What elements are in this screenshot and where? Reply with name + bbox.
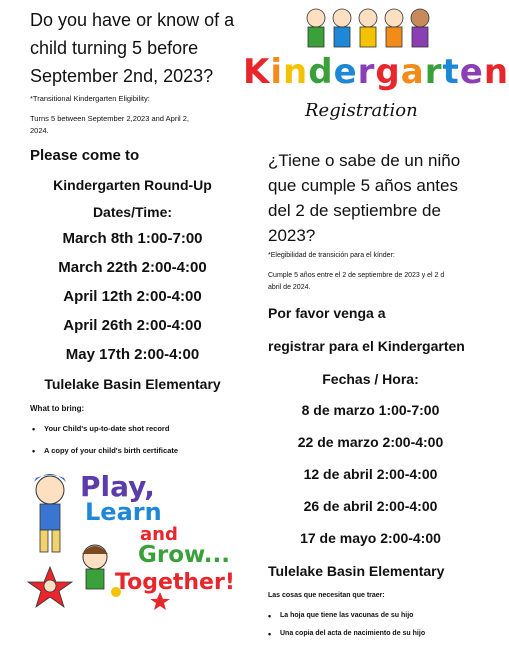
bring-list <box>32 423 252 467</box>
logo-letter: K <box>243 52 271 92</box>
spanish-register: registrar para el Kindergarten <box>268 338 465 354</box>
eligibility-note: *Transitional Kindergarten Eligibility: <box>30 94 150 103</box>
date-item: 8 de marzo 1:00-7:00 <box>301 402 440 418</box>
play-word: Play, <box>80 470 155 503</box>
logo-letter: a <box>400 52 425 92</box>
question-line: que cumple 5 años antes <box>268 176 458 195</box>
dates-time-label: Dates/Time: <box>92 204 173 220</box>
learn-word: Learn <box>85 498 162 526</box>
question-line: September 2nd, 2023? <box>30 66 214 86</box>
spanish-please-come: Por favor venga a <box>268 305 386 321</box>
spanish-what-to-bring: Las cosas que necesitan que traer: <box>268 592 385 599</box>
date-item: 17 de mayo 2:00-4:00 <box>300 530 441 546</box>
spanish-bring-list <box>268 610 498 650</box>
question-line: Do you have or know of a <box>30 10 235 30</box>
bring-item: • A copy of your child's birth certificate <box>32 445 252 457</box>
bring-item: • La hoja que tiene las vacunas de su hijo <box>268 610 498 622</box>
bring-item: • Una copia del acta de nacimiento de su hijo <box>268 628 498 640</box>
english-dates <box>30 230 235 375</box>
together-word: Together! <box>115 570 235 595</box>
spanish-dates <box>268 402 473 562</box>
date-item: April 26th 2:00-4:00 <box>63 317 202 334</box>
logo-letter: i <box>270 52 284 92</box>
logo-letter: r <box>357 52 376 92</box>
spanish-eligibility-note: *Elegibilidad de transición para el kínder: <box>268 252 395 259</box>
eligibility-range <box>30 113 250 137</box>
roundup-title: Kindergarten Round-Up <box>53 177 212 193</box>
question-line: child turning 5 before <box>30 38 199 58</box>
and-word: and <box>140 524 178 545</box>
school-name: Tulelake Basin Elementary <box>44 376 221 392</box>
logo-letter: d <box>308 52 334 92</box>
kids-row-illustration <box>300 4 440 54</box>
what-to-bring-label: What to bring: <box>30 404 85 413</box>
bring-item: • Your Child's up-to-date shot record <box>32 423 252 435</box>
registration-word: Registration <box>305 100 418 121</box>
logo-letter: n <box>483 52 509 92</box>
english-question <box>30 6 250 90</box>
question-line: 2023? <box>268 226 316 245</box>
range-line: 2024. <box>30 126 49 135</box>
spanish-dates-label: Fechas / Hora: <box>322 371 419 387</box>
question-line: del 2 de septiembre de <box>268 201 441 220</box>
range-line: Turns 5 between September 2,2023 and April 2, <box>30 114 189 123</box>
spanish-eligibility-range <box>268 270 498 294</box>
date-item: March 22th 2:00-4:00 <box>58 259 207 276</box>
range-line: abril de 2024. <box>268 284 311 291</box>
spanish-question <box>268 148 493 248</box>
question-line: ¿Tiene o sabe de un niño <box>268 151 461 170</box>
kindergarten-logo <box>243 52 509 92</box>
logo-letter: n <box>283 52 309 92</box>
date-item: 22 de marzo 2:00-4:00 <box>297 434 444 450</box>
spanish-school-name: Tulelake Basin Elementary <box>268 563 445 579</box>
date-item: April 12th 2:00-4:00 <box>63 288 202 305</box>
date-item: 12 de abril 2:00-4:00 <box>303 466 438 482</box>
play-learn-grow-art <box>20 462 245 622</box>
logo-letter: r <box>424 52 443 92</box>
grow-word: Grow... <box>138 542 231 568</box>
logo-letter: e <box>333 52 358 92</box>
range-line: Cumple 5 años entre el 2 de septiembre de 2023 y el 2 d <box>268 272 445 279</box>
logo-letter: t <box>442 52 460 92</box>
date-item: May 17th 2:00-4:00 <box>65 346 200 363</box>
please-come: Please come to <box>30 147 140 164</box>
date-item: 26 de abril 2:00-4:00 <box>303 498 438 514</box>
logo-letter: e <box>459 52 484 92</box>
date-item: March 8th 1:00-7:00 <box>62 230 203 247</box>
logo-letter: g <box>375 52 401 92</box>
